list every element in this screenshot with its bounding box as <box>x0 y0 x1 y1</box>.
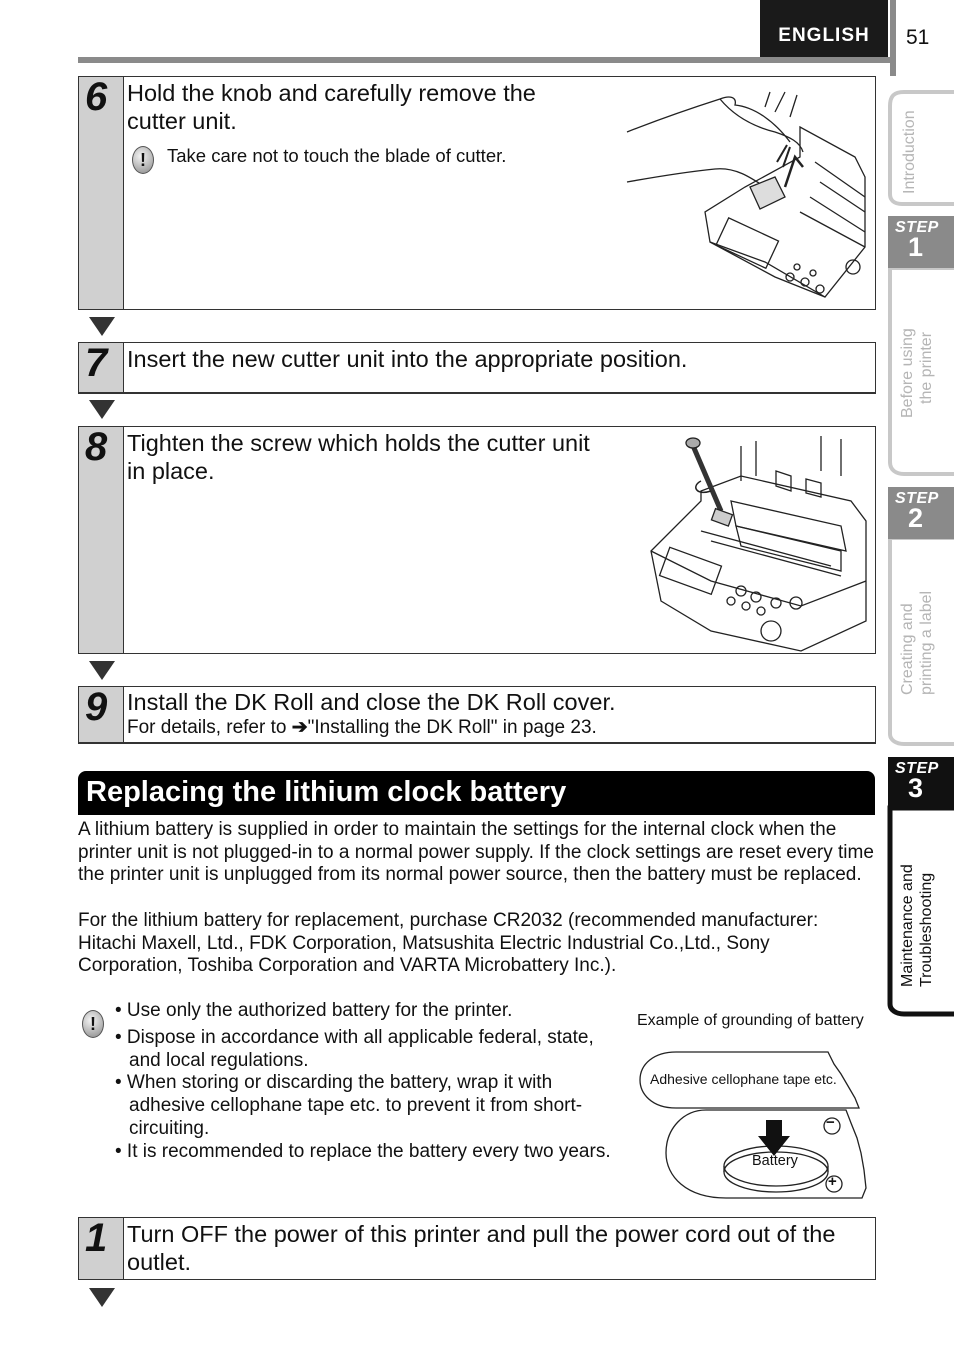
step-number: 8 <box>85 425 108 469</box>
step-text: Insert the new cutter unit into the appropriate position. <box>127 346 688 372</box>
section-title: Replacing the lithium clock battery <box>78 771 875 815</box>
detail-prefix: For details, refer to <box>127 717 292 738</box>
tab-label-line: Maintenance and <box>899 864 916 987</box>
step-number-bar <box>79 77 124 309</box>
screw-tightening-illustration <box>641 431 871 653</box>
step-arrow-down <box>89 661 115 680</box>
step-6-box <box>78 76 876 310</box>
caution-icon: ! <box>82 1010 104 1038</box>
step-arrow-down <box>89 1288 115 1307</box>
step-word: STEP <box>895 760 939 777</box>
minus-terminal-symbol: − <box>826 1114 835 1131</box>
step-number: 7 <box>85 341 108 385</box>
page-number: 51 <box>906 26 930 49</box>
step-word: STEP <box>895 490 939 507</box>
step-number: 6 <box>85 75 108 119</box>
body-paragraph-2: For the lithium battery for replacement, purchase CR2032 (recommended manufacturer: Hitachi Maxell, Ltd., FDK Corporation, Matsushita Electric Industrial Co.,Ltd., Sony Corporation, Toshiba Corporation and VARTA Microbattery Inc.). <box>78 910 819 977</box>
tab-label: Introduction <box>901 110 918 194</box>
step-text: Turn OFF the power of this printer and pull the power cord out of the outlet. <box>127 1221 836 1275</box>
step-number: 1 <box>85 1216 108 1260</box>
caution-list <box>115 1000 625 1164</box>
tab-label-line: Before using <box>899 328 916 418</box>
step-9-box <box>78 686 876 744</box>
language-tab: ENGLISH <box>760 0 888 57</box>
caution-item: • Use only the authorized battery for the printer. <box>115 1000 513 1021</box>
step-8-box <box>78 426 876 654</box>
step-text: Hold the knob and carefully remove the cutter unit. <box>127 80 536 134</box>
step-arrow-down <box>89 400 115 419</box>
tab-label <box>898 864 936 987</box>
step-detail <box>127 716 597 739</box>
tab-label <box>898 591 936 695</box>
tape-label: Adhesive cellophane tape etc. <box>650 1071 837 1087</box>
cross-reference-link[interactable]: "Installing the DK Roll" in page 23. <box>307 717 597 738</box>
step-num: 1 <box>908 232 924 262</box>
tab-label-line: printing a label <box>918 590 935 695</box>
step-7-box <box>78 342 876 394</box>
side-tab-step-3-header[interactable] <box>888 757 954 809</box>
step-text: Tighten the screw which holds the cutter unit in place. <box>127 430 590 484</box>
header-rule <box>78 57 894 63</box>
caution-item: • Dispose in accordance with all applicable federal, state, and local regulations. <box>115 1026 594 1071</box>
caution-icon: ! <box>132 146 154 174</box>
figure-caption: Example of grounding of battery <box>637 1012 864 1029</box>
step-word: STEP <box>895 219 939 236</box>
battery-step-1-box <box>78 1217 876 1280</box>
step-num: 3 <box>908 773 924 803</box>
step-number-bar <box>79 427 124 653</box>
step-num: 2 <box>908 503 924 533</box>
plus-terminal-symbol: + <box>828 1173 837 1190</box>
step-arrow-down <box>89 317 115 336</box>
tab-label-line: Creating and <box>899 603 916 695</box>
caution-item: • It is recommended to replace the battery every two years. <box>115 1140 611 1162</box>
tab-label <box>898 328 936 418</box>
step-number: 9 <box>85 685 108 729</box>
tab-label-line: the printer <box>918 331 935 404</box>
header-divider <box>890 0 896 76</box>
caution-item: • When storing or discarding the battery, wrap it with adhesive cellophane tape etc. to prevent it from short-circuiting. <box>115 1072 583 1139</box>
step-number-bar <box>79 687 124 742</box>
side-tab-step-2-header[interactable] <box>888 487 954 539</box>
step-number-bar <box>79 1218 124 1279</box>
right-arrow-icon: ➔ <box>291 717 308 738</box>
step-text: Install the DK Roll and close the DK Roll cover. <box>127 689 616 715</box>
body-paragraph-1: A lithium battery is supplied in order to maintain the settings for the internal clock when the printer unit is not plugged-in to a normal power supply. If the clock settings are reset every time the printer unit is unplugged from its normal power source, then the battery must be replaced. <box>78 819 874 886</box>
step-number-bar <box>79 343 124 392</box>
cutter-removal-illustration <box>625 87 870 309</box>
side-tab-step-1-header[interactable] <box>888 216 954 268</box>
battery-label: Battery <box>752 1153 798 1169</box>
tab-label-line: Troubleshooting <box>918 872 935 987</box>
caution-text: Take care not to touch the blade of cutter. <box>167 145 507 166</box>
